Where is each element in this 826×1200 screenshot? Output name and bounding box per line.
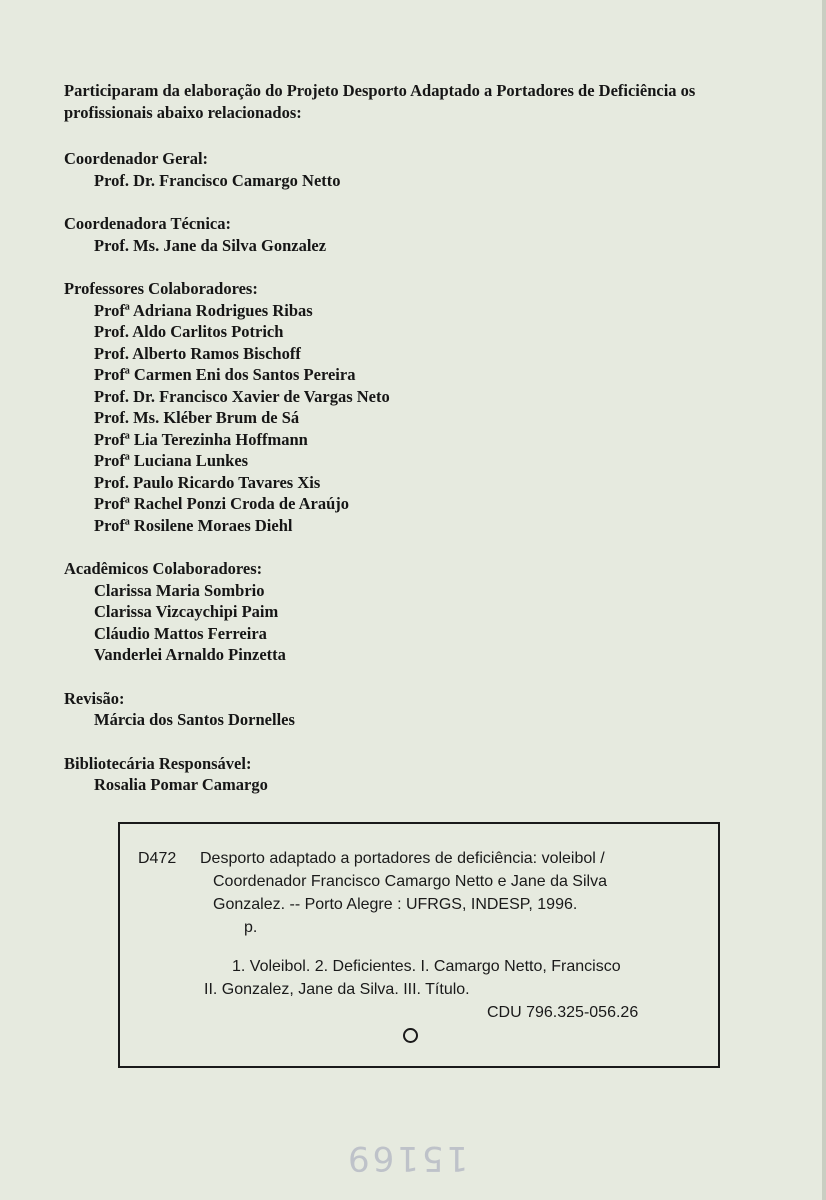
name-list bbox=[64, 235, 744, 257]
contributor-name: Prof. Dr. Francisco Camargo Netto bbox=[94, 170, 341, 190]
card-imprint-line: Gonzalez. -- Porto Alegre : UFRGS, INDESP, 1996. bbox=[213, 896, 578, 913]
contributor-name: Profª Rachel Ponzi Croda de Araújo bbox=[94, 494, 350, 513]
card-title-line: Desporto adaptado a portadores de deficiência: voleibol / bbox=[200, 850, 605, 867]
contributor-name: Profª Adriana Rodrigues Ribas bbox=[94, 300, 313, 320]
contributor-name: Clarissa Vizcaychipi Paim bbox=[94, 602, 279, 621]
card-authors-line: Coordenador Francisco Camargo Netto e Jane da Silva bbox=[213, 873, 607, 890]
card-pages-line: p. bbox=[244, 919, 258, 936]
contributor-name: Profª Lia Terezinha Hoffmann bbox=[94, 429, 308, 449]
name-list bbox=[64, 170, 744, 192]
contributor-name: Rosalia Pomar Camargo bbox=[94, 775, 268, 794]
section-heading: Bibliotecária Responsável: bbox=[64, 753, 252, 773]
contributor-name: Prof. Dr. Francisco Xavier de Vargas Neto bbox=[94, 386, 390, 406]
contributor-name: Prof. Aldo Carlitos Potrich bbox=[94, 322, 284, 341]
credit-section bbox=[64, 753, 744, 796]
contributor-name: Profª Carmen Eni dos Santos Pereira bbox=[94, 365, 356, 384]
name-list bbox=[64, 709, 744, 731]
contributor-name: Profª Luciana Lunkes bbox=[94, 451, 249, 470]
contributor-name: Prof. Alberto Ramos Bischoff bbox=[94, 343, 301, 363]
name-list bbox=[64, 774, 744, 796]
section-heading: Coordenadora Técnica: bbox=[64, 214, 231, 233]
card-cdu: CDU 796.325-056.26 bbox=[487, 1004, 639, 1021]
credit-section bbox=[64, 688, 744, 731]
credit-section bbox=[64, 148, 744, 191]
contributor-name: Cláudio Mattos Ferreira bbox=[94, 623, 267, 643]
catalog-card bbox=[118, 822, 720, 1068]
credit-section bbox=[64, 278, 744, 536]
contributor-name: Prof. Ms. Jane da Silva Gonzalez bbox=[94, 235, 327, 255]
call-number: D472 bbox=[138, 850, 177, 867]
contributor-name: Clarissa Maria Sombrio bbox=[94, 580, 265, 600]
page-edge bbox=[822, 0, 826, 1200]
credits-block bbox=[64, 80, 744, 818]
section-heading: Revisão: bbox=[64, 688, 125, 708]
name-list bbox=[64, 300, 744, 537]
contributor-name: Vanderlei Arnaldo Pinzetta bbox=[94, 645, 286, 664]
card-subjects-line-2: II. Gonzalez, Jane da Silva. III. Título. bbox=[204, 981, 470, 998]
card-subjects-line-1: 1. Voleibol. 2. Deficientes. I. Camargo Netto, Francisco bbox=[232, 958, 621, 975]
name-list bbox=[64, 580, 744, 666]
credit-sections bbox=[64, 148, 744, 796]
section-heading: Professores Colaboradores: bbox=[64, 279, 258, 298]
contributor-name: Márcia dos Santos Dornelles bbox=[94, 710, 295, 729]
section-heading: Acadêmicos Colaboradores: bbox=[64, 559, 263, 578]
credit-section bbox=[64, 213, 744, 256]
contributor-name: Prof. Ms. Kléber Brum de Sá bbox=[94, 408, 300, 427]
credit-section bbox=[64, 558, 744, 666]
circle-mark-icon bbox=[403, 1028, 418, 1043]
intro-paragraph: Participaram da elaboração do Projeto Desporto Adaptado a Portadores de Deficiência os profissionais abaixo relacionados: bbox=[64, 81, 696, 122]
section-heading: Coordenador Geral: bbox=[64, 149, 209, 168]
contributor-name: Profª Rosilene Moraes Diehl bbox=[94, 515, 293, 535]
library-stamp: 15169 bbox=[345, 1138, 469, 1178]
contributor-name: Prof. Paulo Ricardo Tavares Xis bbox=[94, 472, 321, 492]
